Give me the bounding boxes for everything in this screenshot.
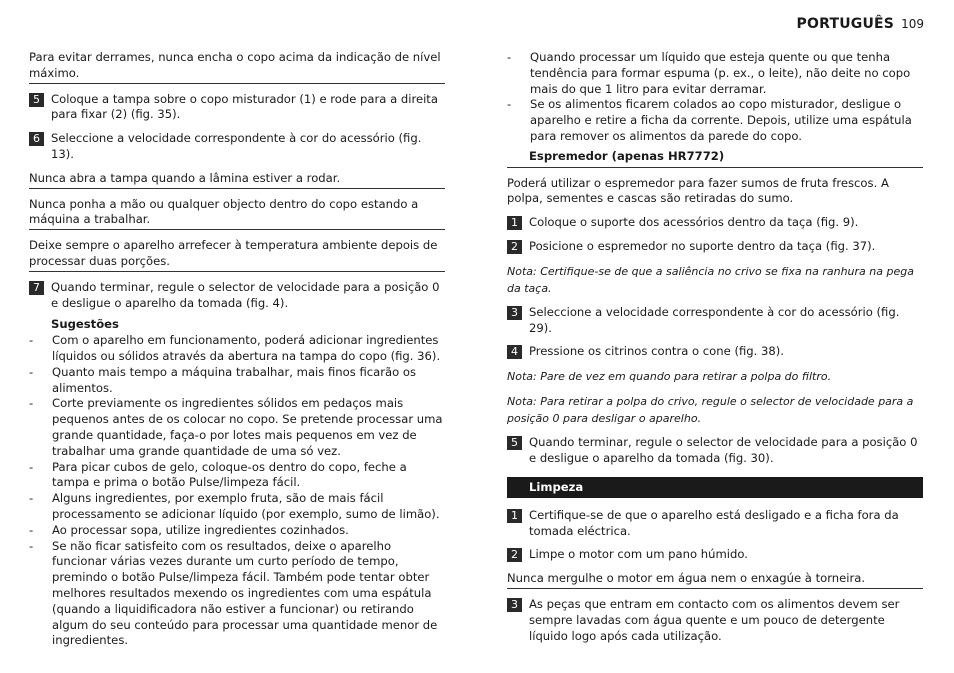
step-text: Coloque o suporte dos acessórios dentro da taça (fig. 9).: [529, 215, 859, 230]
juicer-step-5: [507, 435, 923, 467]
note-pulp: Nota: Pare de vez em quando para retirar a polpa do filtro.: [507, 370, 832, 384]
left-column: [29, 50, 445, 657]
list-item: - Ao processar sopa, utilize ingredientes cozinhados.: [29, 523, 445, 539]
juicer-intro: Poderá utilizar o espremedor para fazer sumos de fruta frescos. A polpa, sementes e cascas são retiradas do sumo.: [507, 175, 889, 206]
page-number: 109: [901, 17, 924, 31]
cleaning-step-3: [507, 597, 923, 644]
step-number: 2: [507, 240, 522, 254]
warning-lid: Nunca abra a tampa quando a lâmina estiver a rodar.: [29, 171, 445, 189]
tips-title: Sugestões: [51, 317, 119, 332]
right-column: [507, 50, 923, 652]
list-item: - Para picar cubos de gelo, coloque-os dentro do copo, feche a tampa e prima o botão Pulse/limpeza fácil.: [29, 460, 445, 492]
list-item: - Quanto mais tempo a máquina trabalhar, mais finos ficarão os alimentos.: [29, 365, 445, 397]
list-item: - Alguns ingredientes, por exemplo fruta, são de mais fácil processamento se adicionar líquido (por exemplo, sumo de limão).: [29, 491, 445, 523]
list-item: - Com o aparelho em funcionamento, poderá adicionar ingredientes líquidos ou sólidos através da abertura na tampa do copo (fig. 36).: [29, 333, 445, 365]
warning-fill-level: Para evitar derrames, nunca encha o copo acima da indicação de nível máximo.: [29, 50, 445, 84]
note-remove-pulp: Nota: Para retirar a polpa do crivo, regule o selector de velocidade para a posição 0 para desligar o aparelho.: [507, 395, 914, 426]
step-text: As peças que entram em contacto com os alimentos devem ser sempre lavadas com água quente e um pouco de detergente líquido logo após cada utilização.: [529, 596, 900, 643]
step-text: Coloque a tampa sobre o copo misturador (1) e rode para a direita para fixar (2) (fig. 35).: [51, 91, 438, 122]
cleaning-step-2: [507, 547, 923, 563]
step-number: 5: [29, 93, 44, 107]
list-item: - Quando processar um líquido que esteja quente ou que tenha tendência para formar espuma (p. ex., o leite), não deite no copo mais do que 1 litro para evitar derramar.: [507, 50, 923, 97]
step-6: [29, 131, 445, 163]
warning-cooldown: Deixe sempre o aparelho arrefecer à temperatura ambiente depois de processar duas porções.: [29, 238, 445, 272]
step-number: 6: [29, 132, 44, 146]
step-text: Seleccione a velocidade correspondente à cor do acessório (fig. 13).: [51, 131, 422, 161]
step-number: 4: [507, 345, 522, 359]
step-text: Pressione os citrinos contra o cone (fig. 38).: [529, 344, 784, 359]
step-number: 2: [507, 548, 522, 562]
step-number: 7: [29, 281, 44, 295]
note-sieve: Nota: Certifique-se de que a saliência no crivo se fixa na ranhura na pega da taça.: [507, 264, 914, 295]
step-number: 1: [507, 509, 522, 523]
step-5: [29, 92, 445, 124]
juicer-step-3: [507, 305, 923, 337]
list-item: - Corte previamente os ingredientes sólidos em pedaços mais pequenos antes de os colocar no copo. Se pretende processar uma grande quantidade, faça-o por lotes mais pequenos em vez de trabalhar uma grande quantidade de uma só vez.: [29, 396, 445, 459]
step-text: Quando terminar, regule o selector de velocidade para a posição 0 e desligue o aparelho da tomada (fig. 30).: [529, 435, 918, 465]
cleaning-step-1: [507, 508, 923, 540]
juicer-section-title: Espremedor (apenas HR7772): [507, 149, 923, 168]
juicer-step-4: [507, 344, 923, 360]
step-number: 3: [507, 306, 522, 320]
cleaning-section-title: Limpeza: [507, 477, 923, 498]
list-item: - Se não ficar satisfeito com os resultados, deixe o aparelho funcionar várias vezes durante um curto período de tempo, premindo o botão Pulse/limpeza fácil. Também pode tentar obter melhores resultados mexendo os ingredientes com uma espátula (quando a liquidificadora não estiver a funcionar) ou retirando algum do seu conteúdo para processar uma quantidade menor de ingredientes.: [29, 539, 445, 650]
page-header: [797, 16, 924, 32]
tips-list: [29, 333, 445, 649]
tips-list-continued: [507, 50, 923, 145]
step-text: Seleccione a velocidade correspondente à cor do acessório (fig. 29).: [529, 304, 900, 335]
juicer-step-1: [507, 215, 923, 231]
step-number: 1: [507, 216, 522, 230]
warning-water: Nunca mergulhe o motor em água nem o enxagúe à torneira.: [507, 571, 923, 589]
step-text: Certifique-se de que o aparelho está desligado e a ficha fora da tomada eléctrica.: [529, 507, 899, 538]
step-number: 3: [507, 598, 522, 612]
step-7: [29, 280, 445, 312]
list-item: - Se os alimentos ficarem colados ao copo misturador, desligue o aparelho e retire a ficha da corrente. Depois, utilize uma espátula para remover os alimentos da parede do copo.: [507, 97, 923, 144]
step-text: Quando terminar, regule o selector de velocidade para a posição 0 e desligue o aparelho da tomada (fig. 4).: [51, 279, 440, 310]
step-text: Limpe o motor com um pano húmido.: [529, 547, 748, 562]
step-number: 5: [507, 436, 522, 450]
warning-hand: Nunca ponha a mão ou qualquer objecto dentro do copo estando a máquina a trabalhar.: [29, 197, 445, 231]
step-text: Posicione o espremedor no suporte dentro da taça (fig. 37).: [529, 238, 876, 253]
juicer-step-2: [507, 239, 923, 255]
language-title: PORTUGUÊS: [796, 16, 895, 32]
